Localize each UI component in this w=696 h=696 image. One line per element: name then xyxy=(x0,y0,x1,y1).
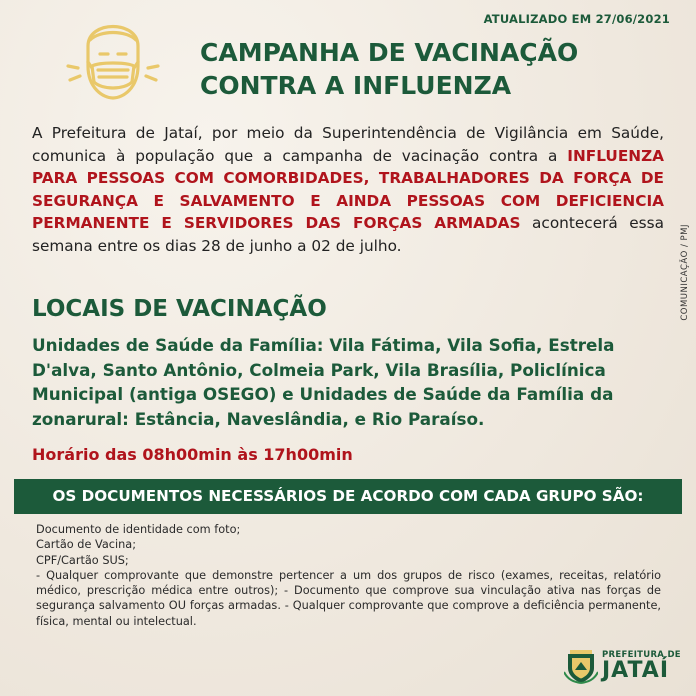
logo-text xyxy=(602,646,681,682)
title-line-1: CAMPANHA DE VACINAÇÃO xyxy=(200,38,579,67)
intro-paragraph xyxy=(32,122,664,258)
side-credit: COMUNICAÇÃO / PMJ xyxy=(680,224,690,321)
locais-title: LOCAIS DE VACINAÇÃO xyxy=(32,296,327,322)
city-crest-icon xyxy=(564,648,598,684)
doc-line-1: Documento de identidade com foto; xyxy=(36,523,241,536)
logo-main-text: JATAÍ xyxy=(602,658,670,683)
intro-text-1: A Prefeitura de Jataí, por meio da Superintendência de Vigilância em Saúde, comunica à população que a campanha de vacinação contra a xyxy=(32,124,664,165)
updated-date: ATUALIZADO EM 27/06/2021 xyxy=(483,12,670,26)
horario-text: Horário das 08h00min às 17h00min xyxy=(32,445,353,464)
doc-paragraph: - Qualquer comprovante que demonstre pertencer a um dos grupos de risco (exames, receitas, relatório médico, prescrição médica entre outros); - Documento que comprove sua vinculação ativa nas forças de segurança salvamento OU forças armadas. - Qualquer comprovante que comprove a deficiência permanente, física, mental ou intelectual. xyxy=(36,568,661,628)
prefeitura-logo xyxy=(564,646,682,686)
doc-line-3: CPF/Cartão SUS; xyxy=(36,553,129,567)
documents-list xyxy=(36,522,661,629)
intro-highlight: INFLUENZA PARA PESSOAS COM COMORBIDADES, TRABALHADORES DA FORÇA DE SEGURANÇA E SALVAMENTO E AINDA PESSOAS COM DEFICIENCIA PERMANENTE E SERVIDORES DAS FORÇAS ARMADAS xyxy=(32,146,664,233)
logo-top-text: PREFEITURA DE xyxy=(602,650,681,660)
title-line-2: CONTRA A INFLUENZA xyxy=(200,71,512,100)
page-title xyxy=(200,36,578,102)
intro-text-2: acontecerá essa semana entre os dias 28 de junho a 02 de julho. xyxy=(32,214,664,255)
face-mask-icon xyxy=(58,6,168,106)
locais-text: Unidades de Saúde da Família: Vila Fátima, Vila Sofia, Estrela D'alva, Santo Antônio, Colmeia Park, Vila Brasília, Policlínica Municipal (antiga OSEGO) e Unidades de Saúde da Família da zonarural: Estância, Naveslândia, e Rio Paraíso. xyxy=(32,335,615,429)
doc-line-2: Cartão de Vacina; xyxy=(36,538,137,552)
documents-banner: OS DOCUMENTOS NECESSÁRIOS DE ACORDO COM CADA GRUPO SÃO: xyxy=(14,479,682,514)
